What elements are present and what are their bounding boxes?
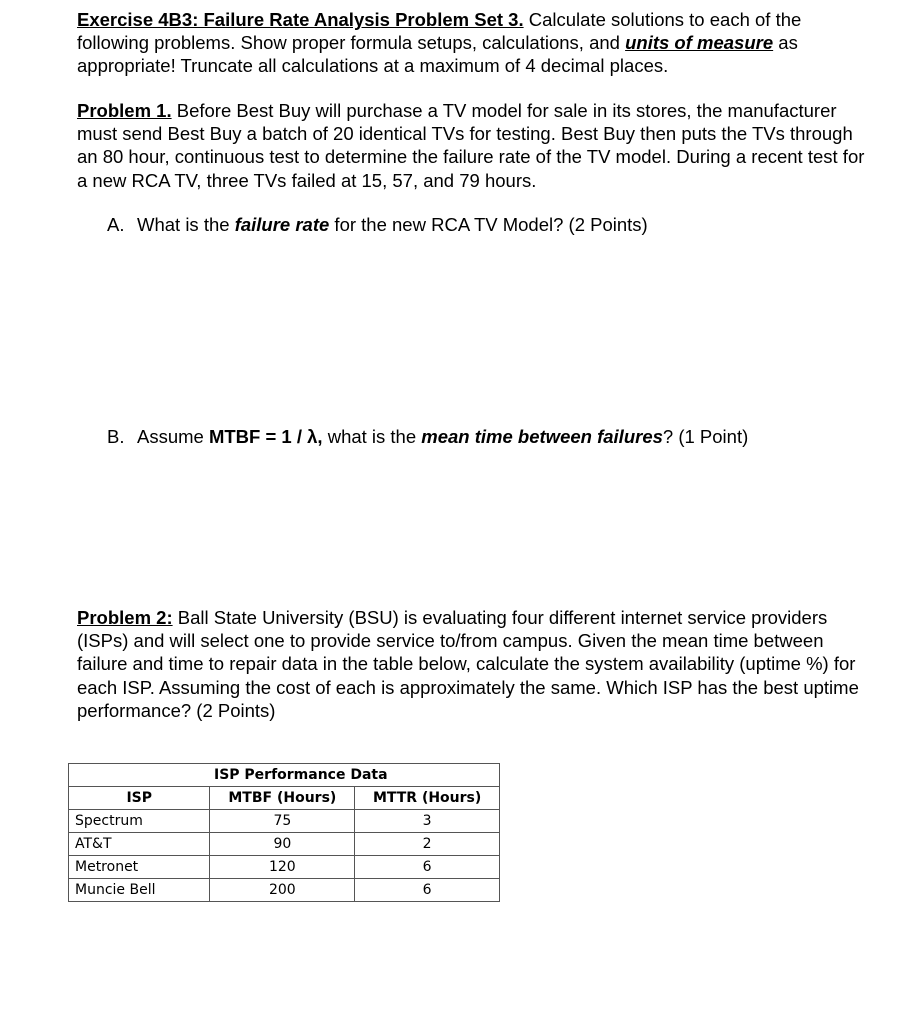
question-1a-letter: A. xyxy=(107,214,125,235)
isp-name-cell: Spectrum xyxy=(69,810,210,833)
problem-1-label: Problem 1. xyxy=(77,100,172,121)
question-1b-pre: Assume xyxy=(137,426,209,447)
mtbf-cell: 75 xyxy=(210,810,355,833)
table-title-blank-cell xyxy=(69,764,210,787)
mtbf-cell: 90 xyxy=(210,833,355,856)
column-header-isp: ISP xyxy=(69,787,210,810)
table-header-row xyxy=(69,787,500,810)
isp-performance-table xyxy=(68,763,500,902)
question-1a xyxy=(107,213,648,236)
question-1b-letter: B. xyxy=(107,426,125,447)
table-row xyxy=(69,879,500,902)
problem-1-text: Before Best Buy will purchase a TV model for sale in its stores, the manufacturer must send Best Buy a batch of 20 identical TVs for testing. Best Buy then puts the TVs through an 80 hour, continuous test to determine the failure rate of the TV model. During a recent test for a new RCA TV, three TVs failed at 15, 57, and 79 hours. xyxy=(77,100,865,191)
isp-name-cell: Muncie Bell xyxy=(69,879,210,902)
mtbf-emphasis: mean time between failures xyxy=(421,426,663,447)
isp-name-cell: Metronet xyxy=(69,856,210,879)
exercise-heading: Exercise 4B3: Failure Rate Analysis Problem Set 3. xyxy=(77,9,524,30)
table-title: ISP Performance Data xyxy=(213,767,388,783)
question-1a-post: for the new RCA TV Model? (2 Points) xyxy=(329,214,648,235)
mtbf-cell: 200 xyxy=(210,879,355,902)
mtbf-cell: 120 xyxy=(210,856,355,879)
exercise-intro-text-2: as appropriate! Truncate all calculations at a maximum of 4 decimal places. xyxy=(77,32,798,77)
table-row xyxy=(69,856,500,879)
table-row xyxy=(69,810,500,833)
question-1b xyxy=(107,425,748,448)
mtbf-formula: MTBF = 1 / λ, xyxy=(208,426,323,447)
mttr-cell: 6 xyxy=(355,856,500,879)
exercise-intro-text-1: Calculate solutions to each of the following problems. Show proper formula setups, calculations, and xyxy=(77,9,802,54)
table-title-cell xyxy=(210,764,500,787)
units-of-measure-emphasis: units of measure xyxy=(625,32,774,54)
problem-1-statement xyxy=(77,99,877,192)
column-header-mttr: MTTR (Hours) xyxy=(355,787,500,810)
problem-2-text: Ball State University (BSU) is evaluating four different internet service providers (ISPs) and will select one to provide service to/from campus. Given the mean time between failure and time to repair data in the table below, calculate the system availability (uptime %) for each ISP. Assuming the cost of each is approximately the same. Which ISP has the best uptime performance? (2 Points) xyxy=(77,607,859,721)
question-1b-mid: what is the xyxy=(322,426,422,447)
mttr-cell: 2 xyxy=(355,833,500,856)
table-row xyxy=(69,833,500,856)
mttr-cell: 6 xyxy=(355,879,500,902)
table-title-row xyxy=(69,764,500,787)
failure-rate-emphasis: failure rate xyxy=(234,214,330,235)
problem-2-statement xyxy=(77,606,877,722)
mttr-cell: 3 xyxy=(355,810,500,833)
problem-2-label: Problem 2: xyxy=(77,607,173,628)
question-1a-pre: What is the xyxy=(137,214,235,235)
exercise-intro xyxy=(77,8,877,78)
question-1b-post: ? (1 Point) xyxy=(662,426,749,447)
column-header-mtbf: MTBF (Hours) xyxy=(210,787,355,810)
isp-name-cell: AT&T xyxy=(69,833,210,856)
